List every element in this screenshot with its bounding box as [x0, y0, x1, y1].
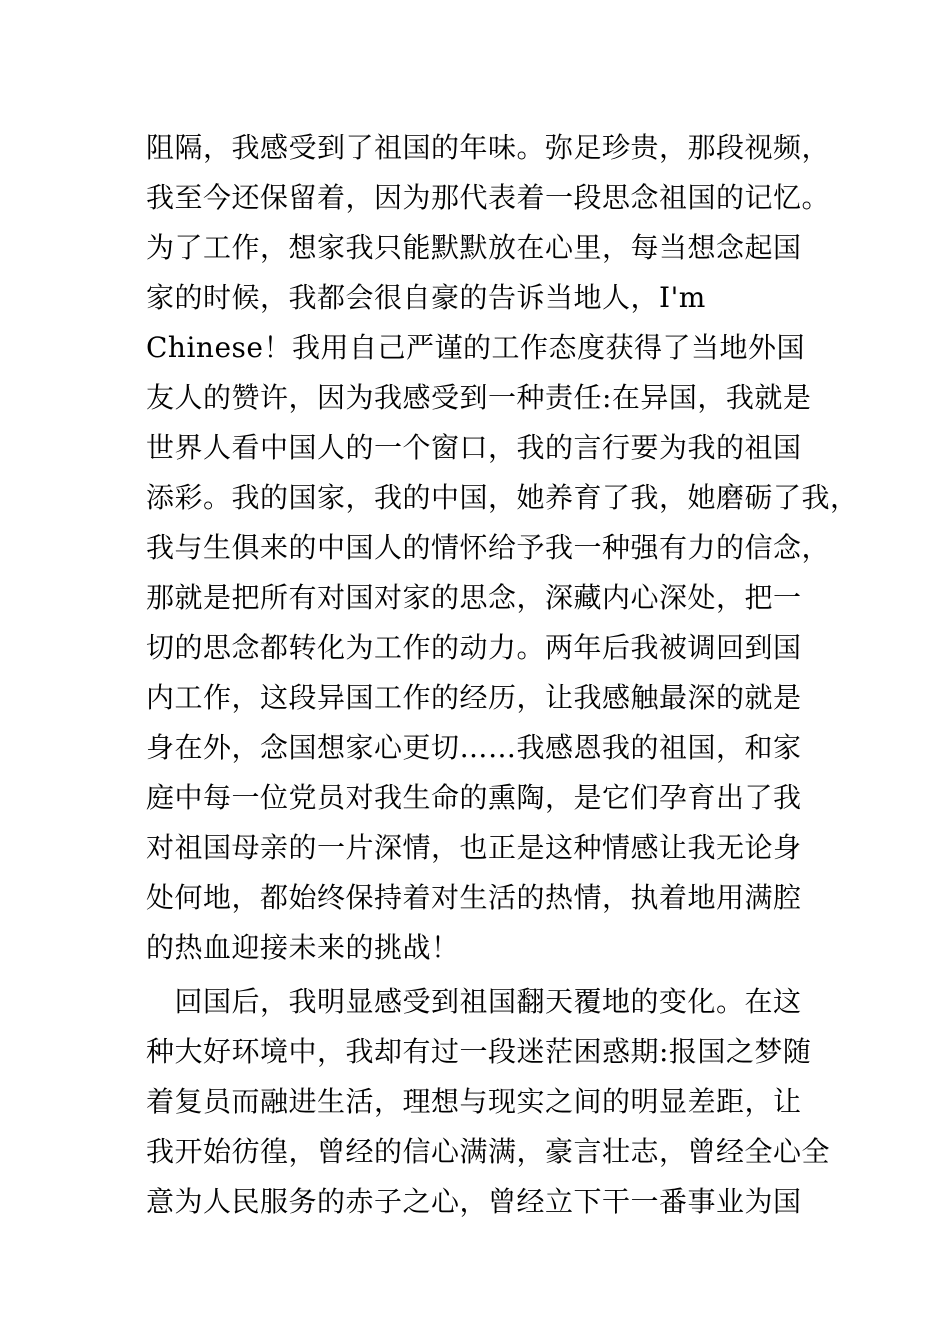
- text-line: 身在外，念国想家心更切……我感恩我的祖国，和家: [146, 731, 802, 764]
- text-line: 为了工作，想家我只能默默放在心里，每当想念起国: [146, 231, 802, 264]
- text-line: Chinese！我用自己严谨的工作态度获得了当地外国: [146, 331, 805, 364]
- text-line: 世界人看中国人的一个窗口，我的言行要为我的祖国: [146, 431, 802, 464]
- text-line: 家的时候，我都会很自豪的告诉当地人，I'm: [146, 281, 706, 314]
- text-line: 阻隔，我感受到了祖国的年味。弥足珍贵，那段视频，: [146, 131, 831, 164]
- body-text: [146, 123, 859, 1227]
- text-line: 的热血迎接未来的挑战！: [146, 931, 460, 964]
- text-line: 那就是把所有对国对家的思念，深藏内心深处，把一: [146, 581, 802, 614]
- text-line: 我与生俱来的中国人的情怀给予我一种强有力的信念，: [146, 531, 831, 564]
- text-line: 我开始彷徨，曾经的信心满满，豪言壮志，曾经全心全: [146, 1135, 831, 1168]
- text-line: 我至今还保留着，因为那代表着一段思念祖国的记忆。: [146, 181, 831, 214]
- paragraph-1: [146, 123, 859, 973]
- text-line: 回国后，我明显感受到祖国翻天覆地的变化。在这: [146, 985, 802, 1018]
- text-line: 处何地，都始终保持着对生活的热情，执着地用满腔: [146, 881, 802, 914]
- text-line: 友人的赞许，因为我感受到一种责任:在异国，我就是: [146, 381, 812, 414]
- text-line: 着复员而融进生活，理想与现实之间的明显差距，让: [146, 1085, 802, 1118]
- text-line: 切的思念都转化为工作的动力。两年后我被调回到国: [146, 631, 802, 664]
- paragraph-2: [146, 977, 831, 1227]
- text-line: 添彩。我的国家，我的中国，她养育了我，她磨砺了我，: [146, 481, 859, 514]
- text-line: 庭中每一位党员对我生命的熏陶，是它们孕育出了我: [146, 781, 802, 814]
- text-line: 意为人民服务的赤子之心，曾经立下干一番事业为国: [146, 1185, 802, 1218]
- text-line: 内工作，这段异国工作的经历，让我感触最深的就是: [146, 681, 802, 714]
- text-line: 对祖国母亲的一片深情，也正是这种情感让我无论身: [146, 831, 802, 864]
- text-line: 种大好环境中，我却有过一段迷茫困惑期:报国之梦随: [146, 1035, 812, 1068]
